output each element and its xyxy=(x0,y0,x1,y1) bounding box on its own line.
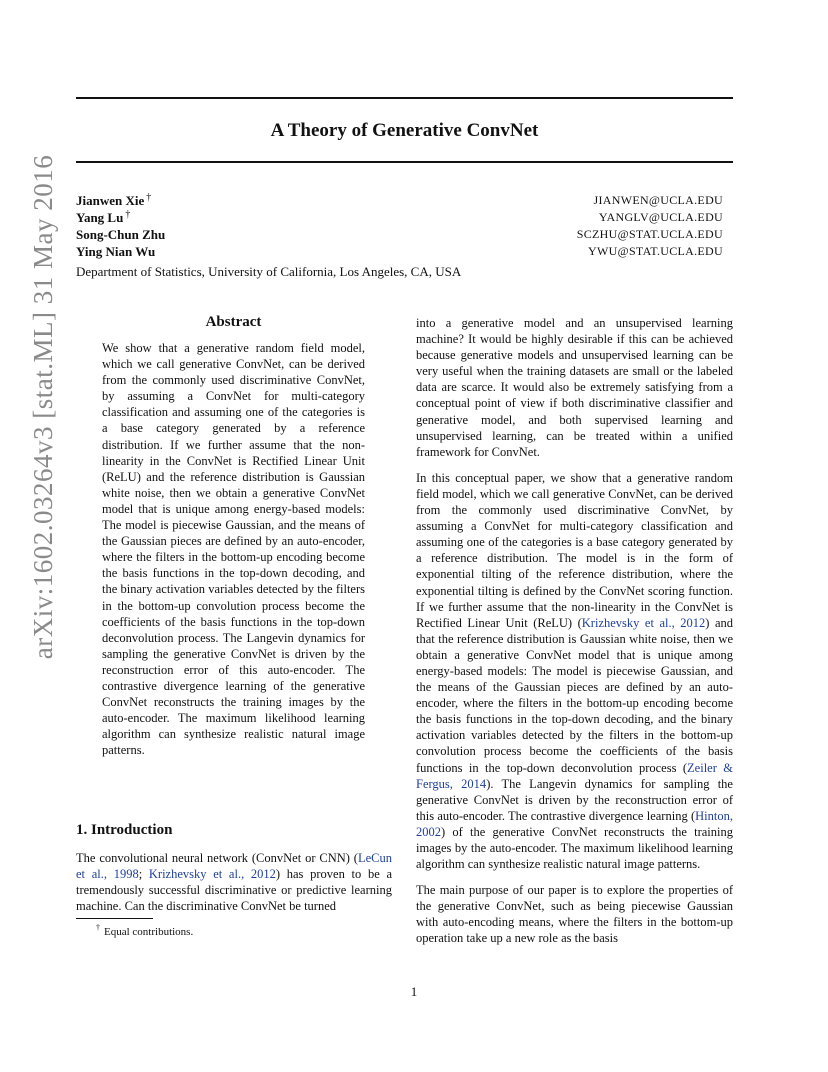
author-email[interactable]: YWU@STAT.UCLA.EDU xyxy=(588,244,723,258)
footnote-text: Equal contributions. xyxy=(104,926,194,938)
equal-contribution-mark: † xyxy=(146,191,152,203)
author-row xyxy=(76,226,723,243)
footnote-symbol: † xyxy=(96,923,100,933)
text-span: ; xyxy=(138,867,149,882)
author-email[interactable]: SCZHU@STAT.UCLA.EDU xyxy=(576,227,723,241)
footnote xyxy=(96,925,193,939)
paragraph xyxy=(416,470,733,872)
author-row xyxy=(76,209,723,226)
page-number: 1 xyxy=(410,984,418,999)
text-span: ). The Langevin dynamics for sampling the generative ConvNet is driven by the reconstruction error of this auto-encoder. The contrastive divergence learning ( xyxy=(416,776,733,823)
paragraph: into a generative model and an unsupervised learning machine? It would be highly desirable if this can be achieved because generative models and unsupervised learning can be very useful when the training datasets are small or the labeled data are scarce. It would also be extremely satisfying from a conceptual point of view if both discriminative classifier and generative model, and both supervised learning and unsupervised learning, can be treated within a unified framework for ConvNet. xyxy=(416,316,733,459)
abstract-heading: Abstract xyxy=(205,314,262,330)
intro-paragraph xyxy=(76,850,392,914)
equal-contribution-mark: † xyxy=(125,208,131,220)
intro-heading: 1. Introduction xyxy=(76,822,173,838)
title-bottom-rule xyxy=(76,161,733,163)
text-span: ) of the generative ConvNet reconstructs the training images by the auto-encoder. The maximum likelihood learning algorithm can synthesize realistic natural image patterns. xyxy=(416,824,733,872)
text-span: ) has proven to be a tremendously successful discriminative or predictive learning machine. Can the discriminative ConvNet be turned xyxy=(76,867,392,914)
right-column xyxy=(416,315,733,957)
paper-title: A Theory of Generative ConvNet xyxy=(270,120,539,141)
citation-link[interactable]: LeCun et al., 1998 xyxy=(76,851,392,882)
author-name: Song-Chun Zhu xyxy=(76,227,166,242)
author-block xyxy=(76,192,723,281)
abstract-section xyxy=(102,312,365,758)
affiliation: Department of Statistics, University of California, Los Angeles, CA, USA xyxy=(76,264,462,279)
author-name: Ying Nian Wu xyxy=(76,244,156,259)
title-top-rule xyxy=(76,97,733,99)
author-email[interactable]: JIANWEN@UCLA.EDU xyxy=(593,193,723,207)
citation-link[interactable]: Krizhevsky et al., 2012 xyxy=(148,867,276,882)
citation-link[interactable]: Krizhevsky et al., 2012 xyxy=(581,615,706,630)
paragraph: The main purpose of our paper is to explore the properties of the generative ConvNet, such as being piecewise Gaussian with auto-encoding means, where the filters in the bottom-up operation take up a new role as the basis xyxy=(416,883,733,946)
author-name: Yang Lu xyxy=(76,210,124,225)
citation-link[interactable]: Hinton, 2002 xyxy=(416,808,733,839)
citation-link[interactable]: Zeiler & Fergus, 2014 xyxy=(416,760,733,791)
footnote-rule xyxy=(76,918,153,919)
author-name: Jianwen Xie xyxy=(76,193,145,208)
text-span: The convolutional neural network (ConvNet or CNN) ( xyxy=(76,851,358,865)
abstract-text: We show that a generative random field model, which we call generative ConvNet, can be derived from the commonly used discriminative ConvNet, by assuming a ConvNet for multi-category classification and assuming one of the categories is a base category generated by a reference distribution. If we further assume that the non-linearity in the ConvNet is Rectified Linear Unit (ReLU) and the reference distribution is Gaussian white noise, then we obtain a generative ConvNet model that is unique among energy-based models: The model is piecewise Gaussian, and the means of the Gaussian pieces are defined by an auto-encoder, where the filters in the bottom-up encoding become the basis functions in the top-down decoding, and the binary activation variables detected by the filters in the bottom-up convolution process become the coefficients of the basis functions in the top-down deconvolution process. The Langevin dynamics for sampling the generative ConvNet is driven by the reconstruction error of this auto-encoder. The contrastive divergence learning of the generative ConvNet reconstructs the training images by the auto-encoder. The maximum likelihood learning algorithm can synthesize realistic natural image patterns. xyxy=(102,341,365,758)
text-span: In this conceptual paper, we show that a generative random field model, which we call generative ConvNet, can be derived from the commonly used discriminative ConvNet, by assuming a ConvNet for multi-category classification and assuming one of the categories is a base category generated by a reference distribution. The model is in the form of exponential tilting of the reference distribution, where the exponential tilting is defined by the ConvNet scoring function. If we further assume that the non-linearity in the ConvNet is Rectified Linear Unit (ReLU) ( xyxy=(416,470,733,630)
text-span: ) and that the reference distribution is Gaussian white noise, then we obtain a generative ConvNet model that is unique among energy-based models: The model is piecewise Gaussian, and the means of the Gaussian pieces are defined by an auto-encoder, where the filters in the bottom-up encoding become the basis functions in the top-down decoding, and the binary activation variables detected by the filters in the bottom-up convolution process become the coefficients of the basis functions in the top-down deconvolution process ( xyxy=(416,615,733,775)
author-email[interactable]: YANGLV@UCLA.EDU xyxy=(598,210,723,224)
author-row xyxy=(76,243,723,260)
author-row xyxy=(76,192,723,209)
arxiv-identifier: arXiv:1602.03264v3 [stat.ML] 31 May 2016 xyxy=(28,154,58,660)
